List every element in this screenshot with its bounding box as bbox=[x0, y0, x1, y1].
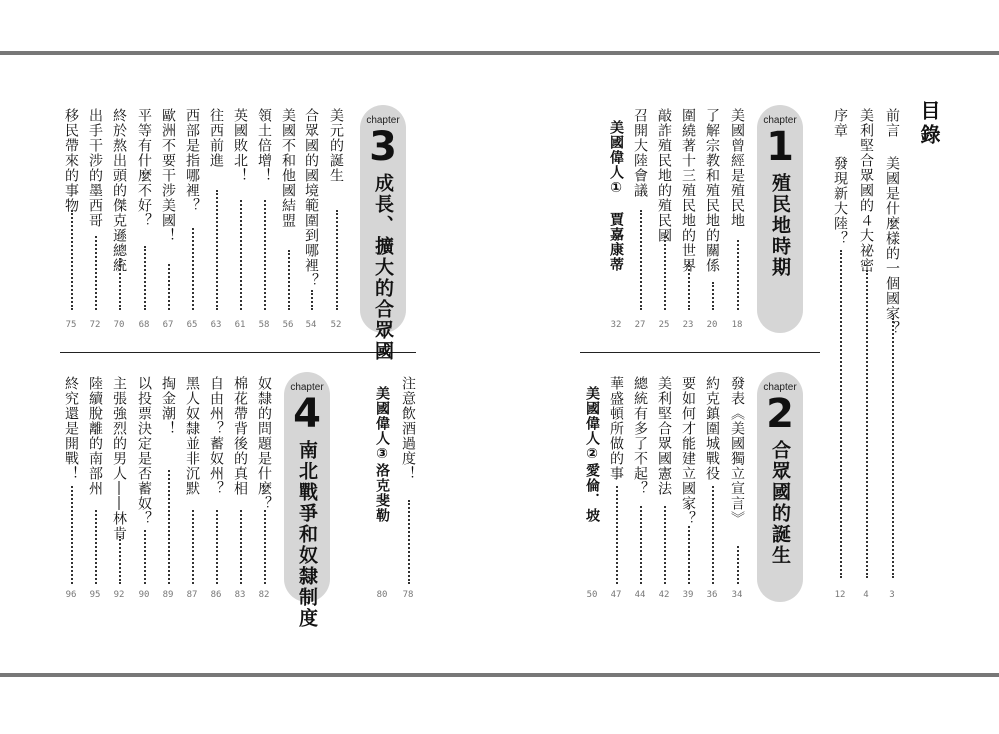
leader-dots bbox=[216, 510, 218, 584]
leader-dots bbox=[240, 200, 242, 310]
page-number: 12 bbox=[834, 590, 846, 600]
page-number: 44 bbox=[634, 590, 646, 600]
entry-title: 領土倍增！ bbox=[256, 108, 272, 183]
entry-title: 總統有多了不起？ bbox=[632, 376, 648, 496]
page-number: 32 bbox=[610, 320, 622, 330]
leader-dots bbox=[95, 236, 97, 310]
leader-dots bbox=[288, 250, 290, 310]
entry-title: 棉花帶背後的真相 bbox=[232, 376, 248, 496]
right-page-divider bbox=[580, 352, 820, 353]
entry-title: 注意飲酒過度！ bbox=[400, 376, 416, 481]
leader-dots bbox=[168, 470, 170, 584]
entry-title: 奴隸的問題是什麼？ bbox=[256, 376, 272, 511]
page-number: 18 bbox=[731, 320, 743, 330]
entry-title: 主張強烈的男人――林肯 bbox=[111, 376, 127, 541]
chapter-number: 3 bbox=[369, 124, 397, 170]
leader-dots bbox=[640, 210, 642, 310]
page-number: 83 bbox=[234, 590, 246, 600]
page-number: 92 bbox=[113, 590, 125, 600]
chapter-word: chapter bbox=[763, 115, 797, 126]
page-number: 54 bbox=[305, 320, 317, 330]
entry-title: 約克鎮圍城戰役 bbox=[704, 376, 720, 481]
leader-dots bbox=[192, 510, 194, 584]
entry-title: 美國偉人① 賈嘉康蒂 bbox=[608, 120, 624, 272]
leader-dots bbox=[840, 250, 842, 578]
entry-title: 美利堅合眾國憲法 bbox=[656, 376, 672, 496]
page-number: 23 bbox=[682, 320, 694, 330]
entry-title: 以投票決定是否蓄奴？ bbox=[136, 376, 152, 526]
chapter-title: 成長、擴大的合眾國 bbox=[372, 173, 394, 362]
page-number: 90 bbox=[138, 590, 150, 600]
leader-dots bbox=[892, 318, 894, 578]
entry-title: 合眾國的國境範圍到哪裡？ bbox=[303, 108, 319, 288]
chapter-number: 2 bbox=[766, 391, 794, 437]
page-number: 36 bbox=[706, 590, 718, 600]
leader-dots bbox=[336, 210, 338, 310]
entry-title: 黑人奴隸並非沉默 bbox=[184, 376, 200, 496]
entry-title: 歐洲不要干涉美國！ bbox=[160, 108, 176, 243]
page-number: 4 bbox=[863, 590, 869, 600]
leader-dots bbox=[737, 240, 739, 310]
chapter-word: chapter bbox=[763, 382, 797, 393]
chapter-number: 4 bbox=[293, 391, 321, 437]
entry-title: 華盛頓所做的事 bbox=[608, 376, 624, 481]
page-number: 56 bbox=[282, 320, 294, 330]
page-number: 67 bbox=[162, 320, 174, 330]
leader-dots bbox=[119, 536, 121, 584]
entry-title: 發現新大陸？ bbox=[832, 156, 848, 246]
page-number: 58 bbox=[258, 320, 270, 330]
page-number: 47 bbox=[610, 590, 622, 600]
leader-dots bbox=[311, 290, 313, 310]
chapter-3-badge bbox=[360, 105, 406, 362]
leader-dots bbox=[866, 270, 868, 578]
leader-dots bbox=[664, 506, 666, 584]
leader-dots bbox=[119, 258, 121, 310]
page-number: 52 bbox=[330, 320, 342, 330]
page-number: 95 bbox=[89, 590, 101, 600]
leader-dots bbox=[737, 546, 739, 584]
page-number: 50 bbox=[586, 590, 598, 600]
entry-title: 西部是指哪裡？ bbox=[184, 108, 200, 213]
leader-dots bbox=[688, 526, 690, 584]
chapter-number: 1 bbox=[766, 124, 794, 170]
entry-title: 發表《美國獨立宣言》 bbox=[729, 376, 745, 526]
page-number: 3 bbox=[889, 590, 895, 600]
page-number: 34 bbox=[731, 590, 743, 600]
entry-title: 移民帶來的事物 bbox=[63, 108, 79, 213]
entry-title: 要如何才能建立國家？ bbox=[680, 376, 696, 526]
page-number: 89 bbox=[162, 590, 174, 600]
entry-title: 了解宗教和殖民地的關係 bbox=[704, 108, 720, 273]
entry-title: 召開大陸會議 bbox=[632, 108, 648, 198]
entry-title: 陸續脫離的南部州 bbox=[87, 376, 103, 496]
entry-title: 平等有什麼不好？ bbox=[136, 108, 152, 228]
leader-dots bbox=[192, 228, 194, 310]
entry-title: 掏金潮！ bbox=[160, 376, 176, 436]
chapter-word: chapter bbox=[290, 382, 324, 393]
top-rule bbox=[0, 51, 999, 55]
page-number: 78 bbox=[402, 590, 414, 600]
page-number: 27 bbox=[634, 320, 646, 330]
entry-title: 美國不和他國結盟 bbox=[280, 108, 296, 228]
chapter-title: 合眾國的誕生 bbox=[769, 440, 791, 566]
page-number: 25 bbox=[658, 320, 670, 330]
chapter-4-badge bbox=[284, 372, 330, 629]
leader-dots bbox=[216, 190, 218, 310]
chapter-word: chapter bbox=[366, 115, 400, 126]
page-number: 42 bbox=[658, 590, 670, 600]
leader-dots bbox=[712, 486, 714, 584]
chapter-2-badge bbox=[757, 372, 803, 602]
chapter-title: 南北戰爭和奴隸制度 bbox=[296, 440, 318, 629]
leader-dots bbox=[144, 246, 146, 310]
page-number: 82 bbox=[258, 590, 270, 600]
leader-dots bbox=[95, 510, 97, 584]
entry-title: 美國曾經是殖民地 bbox=[729, 108, 745, 228]
leader-dots bbox=[640, 506, 642, 584]
page-number: 63 bbox=[210, 320, 222, 330]
page-number: 86 bbox=[210, 590, 222, 600]
page-number: 72 bbox=[89, 320, 101, 330]
page-number: 39 bbox=[682, 590, 694, 600]
leader-dots bbox=[408, 500, 410, 584]
entry-title: 美國是什麼樣的一個國家？ bbox=[884, 156, 900, 336]
chapter-title: 殖民地時期 bbox=[769, 173, 791, 278]
leader-dots bbox=[71, 486, 73, 584]
chapter-1-badge bbox=[757, 105, 803, 333]
left-page-divider bbox=[60, 352, 416, 353]
leader-dots bbox=[240, 510, 242, 584]
page-number: 75 bbox=[65, 320, 77, 330]
entry-title: 圍繞著十三殖民地的世界 bbox=[680, 108, 696, 273]
entry-title: 出手干涉的墨西哥 bbox=[87, 108, 103, 228]
leader-dots bbox=[664, 236, 666, 310]
page-number: 65 bbox=[186, 320, 198, 330]
front-label: 序章 bbox=[832, 108, 848, 138]
front-label: 前言 bbox=[884, 108, 900, 138]
leader-dots bbox=[144, 530, 146, 584]
entry-title: 往西前進 bbox=[208, 108, 224, 168]
entry-title: 敲詐殖民地的殖民國 bbox=[656, 108, 672, 243]
bottom-rule bbox=[0, 673, 999, 677]
leader-dots bbox=[264, 510, 266, 584]
entry-title: 美元的誕生 bbox=[328, 108, 344, 183]
leader-dots bbox=[71, 210, 73, 310]
entry-title: 自由州？蓄奴州？ bbox=[208, 376, 224, 496]
entry-title: 美利堅合眾國的４大祕密 bbox=[858, 108, 874, 273]
leader-dots bbox=[168, 264, 170, 310]
entry-title: 終究還是開戰！ bbox=[63, 376, 79, 481]
page-number: 87 bbox=[186, 590, 198, 600]
entry-title: 英國敗北！ bbox=[232, 108, 248, 183]
page-number: 20 bbox=[706, 320, 718, 330]
leader-dots bbox=[616, 486, 618, 584]
toc-title: 目錄 bbox=[917, 100, 941, 148]
entry-title: 美國偉人③洛克斐勒 bbox=[374, 386, 390, 523]
page-number: 80 bbox=[376, 590, 388, 600]
entry-title: 美國偉人②愛倫．坡 bbox=[584, 386, 600, 523]
leader-dots bbox=[264, 200, 266, 310]
page-number: 70 bbox=[113, 320, 125, 330]
page-number: 68 bbox=[138, 320, 150, 330]
entry-title: 終於熬出頭的傑克遜總統 bbox=[111, 108, 127, 273]
leader-dots bbox=[712, 282, 714, 310]
leader-dots bbox=[688, 262, 690, 310]
page-number: 61 bbox=[234, 320, 246, 330]
page-number: 96 bbox=[65, 590, 77, 600]
